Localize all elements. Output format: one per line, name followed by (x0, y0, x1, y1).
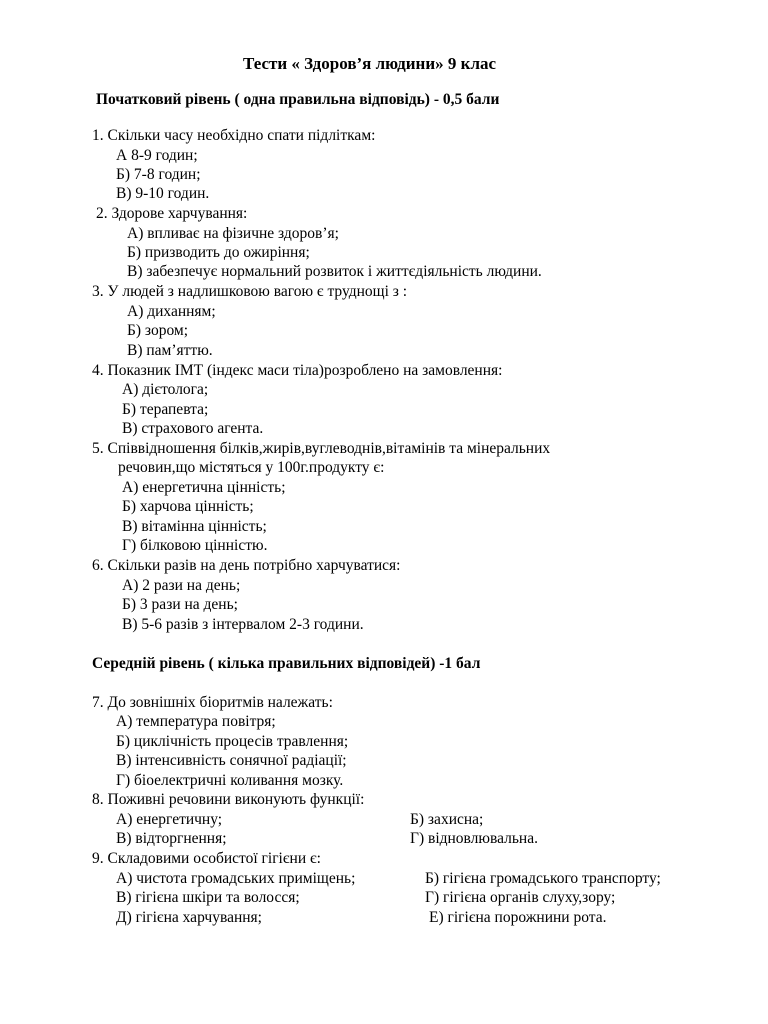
answer-3a: А) диханням; (127, 303, 216, 320)
page-title: Тести « Здоров’я людини» 9 клас (243, 54, 497, 73)
answer-7d: Г) біоелектричні коливання мозку. (116, 772, 344, 789)
answer-8b: Б) захисна; (410, 811, 484, 828)
answer-5c: В) вітамінна цінність; (122, 518, 267, 535)
answer-2b: Б) призводить до ожиріння; (127, 244, 310, 261)
answer-1b: Б) 7-8 годин; (116, 166, 201, 183)
answer-8c: В) відторгнення; (116, 830, 227, 847)
answer-7a: А) температура повітря; (116, 713, 276, 730)
answer-5a: А) енергетична цінність; (122, 479, 286, 496)
answer-8a: А) енергетичну; (116, 811, 223, 828)
answer-2c: В) забезпечує нормальний розвиток і життєдіяльність людини. (127, 263, 542, 280)
question-7: 7. До зовнішніх біоритмів належать: (92, 694, 333, 711)
question-8: 8. Поживні речовини виконують функції: (92, 791, 365, 808)
answer-4b: Б) терапевта; (122, 401, 209, 418)
answer-5d: Г) білковою цінністю. (122, 537, 268, 554)
answer-9e: Д) гігієна харчування; (116, 909, 262, 926)
question-2: 2. Здорове харчування: (96, 205, 248, 222)
answer-8d: Г) відновлювальна. (410, 830, 538, 847)
section-heading-basic: Початковий рівень ( одна правильна відповідь) - 0,5 бали (96, 91, 500, 108)
question-5: 5. Співвідношення білків,жирів,вуглеводнів,вітамінів та мінеральних (92, 440, 551, 457)
answer-5b: Б) харчова цінність; (122, 498, 254, 515)
answer-9a: А) чистота громадських приміщень; (116, 870, 356, 887)
answer-4a: А) дієтолога; (122, 381, 209, 398)
question-5-continued: речовин,що містяться у 100г.продукту є: (118, 459, 385, 476)
answer-2a: А) впливає на фізичне здоров’я; (127, 225, 339, 242)
answer-4c: В) страхового агента. (122, 420, 264, 437)
answer-6b: Б) 3 рази на день; (122, 596, 238, 613)
question-4: 4. Показник ІМТ (індекс маси тіла)розроблено на замовлення: (92, 362, 503, 379)
answer-1c: В) 9-10 годин. (116, 185, 210, 202)
question-6: 6. Скільки разів на день потрібно харчуватися: (92, 557, 401, 574)
answer-6c: В) 5-6 разів з інтервалом 2-3 години. (122, 616, 364, 633)
answer-1a: А 8-9 годин; (116, 147, 198, 164)
answer-3c: В) пам’яттю. (127, 342, 213, 359)
answer-7c: В) інтенсивність сонячної радіації; (116, 752, 347, 769)
answer-9c: В) гігієна шкіри та волосся; (116, 889, 300, 906)
answer-7b: Б) циклічність процесів травлення; (116, 733, 349, 750)
answer-3b: Б) зором; (127, 322, 189, 339)
answer-6a: А) 2 рази на день; (122, 577, 241, 594)
answer-9d: Г) гігієна органів слуху,зору; (425, 889, 616, 906)
section-heading-middle: Середній рівень ( кілька правильних відповідей) -1 бал (92, 655, 481, 672)
question-3: 3. У людей з надлишковою вагою є труднощі з : (92, 283, 408, 300)
question-1: 1. Скільки часу необхідно спати підліткам: (92, 127, 376, 144)
question-9: 9. Складовими особистої гігієни є: (92, 850, 321, 867)
answer-9b: Б) гігієна громадського транспорту; (425, 870, 661, 887)
answer-9f: Е) гігієна порожнини рота. (429, 909, 607, 926)
